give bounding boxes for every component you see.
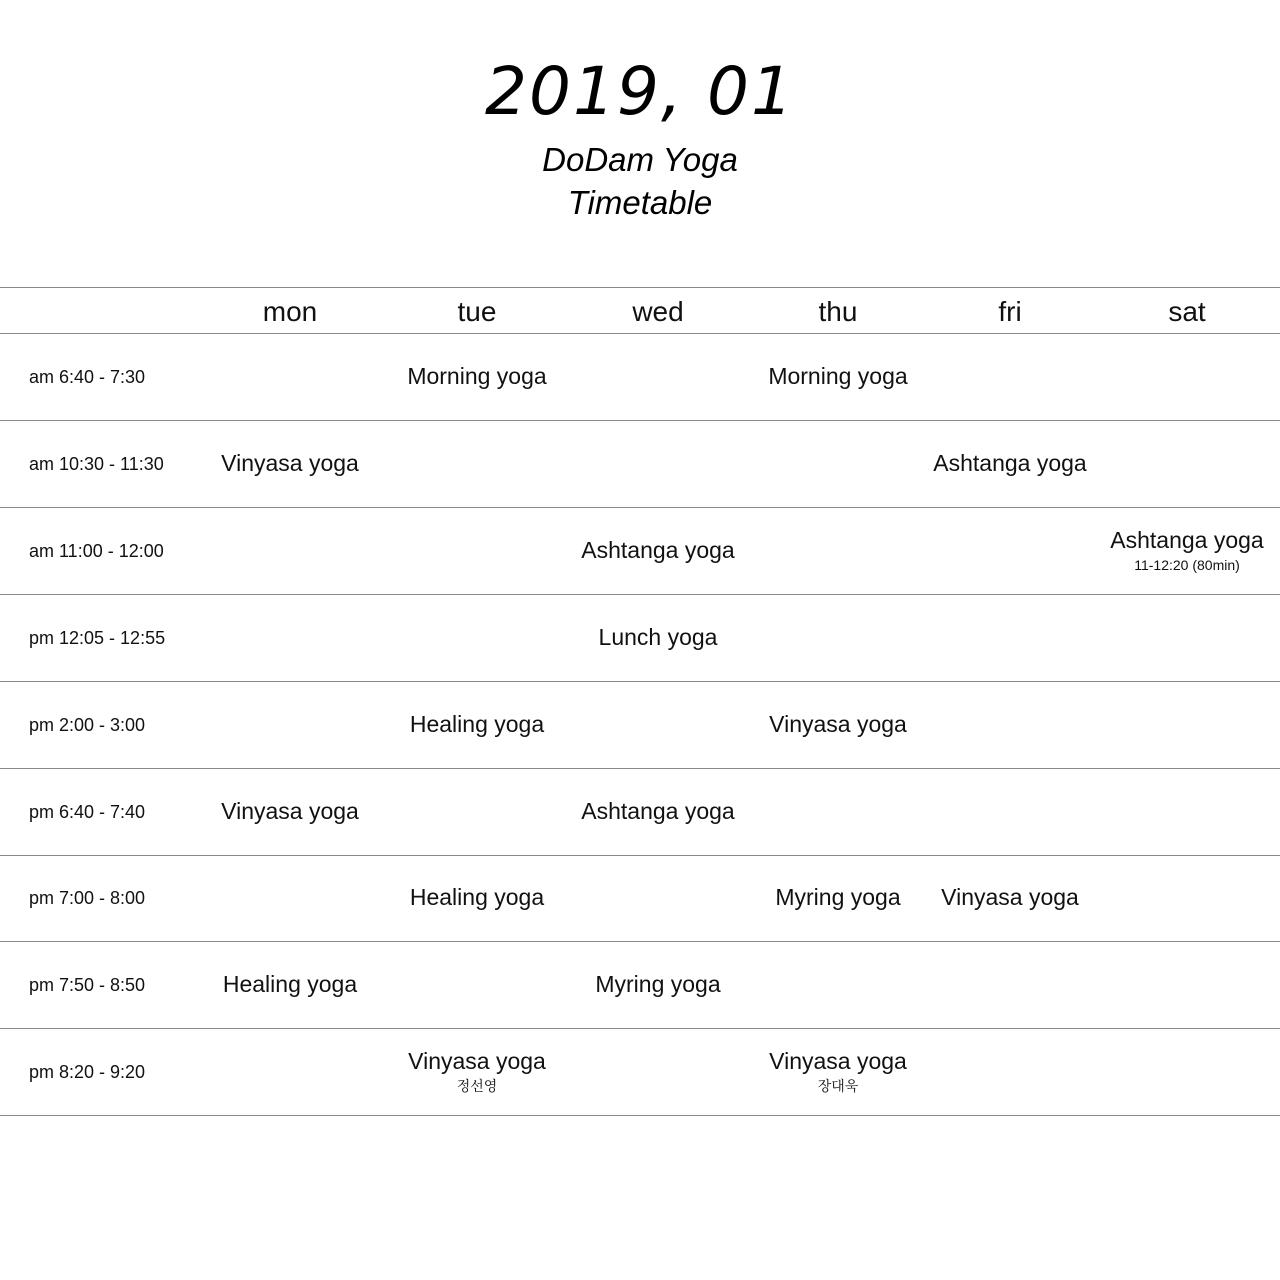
class-entry [223,970,357,998]
class-name: Vinyasa yoga [769,710,907,737]
class-entry [221,797,359,825]
class-entry [769,1047,907,1095]
day-header-tue: tue [457,296,497,327]
class-name: Vinyasa yoga [941,884,1079,910]
class-entry [408,1047,546,1095]
time-slot-label: pm 7:00 - 8:00 [29,888,146,908]
row-divider [0,1115,1280,1116]
class-entry [768,362,907,390]
row-divider [0,333,1280,334]
class-name: Vinyasa yoga [221,449,359,476]
row-divider [0,768,1280,769]
row-divider [0,507,1280,508]
day-header-wed: wed [632,296,684,327]
class-name: Myring yoga [775,884,901,910]
class-entry [407,362,546,390]
class-note: 장대욱 [817,1077,859,1094]
row-divider [0,941,1280,942]
class-entry [581,797,734,825]
row-divider [0,594,1280,595]
class-name: Ashtanga yoga [1110,526,1264,553]
class-entry [775,883,900,911]
class-entry [599,623,718,651]
class-name: Healing yoga [222,970,358,997]
class-entry [933,449,1086,477]
studio-name: DoDam Yoga [542,141,738,178]
day-header-sat: sat [1168,296,1206,327]
class-name: Vinyasa yoga [221,797,359,824]
time-slot-label: pm 7:50 - 8:50 [29,974,146,995]
class-entry [581,536,734,564]
class-note: 정선영 [456,1077,498,1094]
class-name: Morning yoga [768,362,908,389]
row-divider [0,681,1280,682]
day-header-mon: mon [262,296,318,327]
class-entry [1110,526,1263,574]
class-entry [595,970,720,998]
row-divider [0,287,1280,288]
day-header-fri: fri [998,296,1022,327]
class-name: Lunch yoga [598,623,718,650]
time-slot-label: am 6:40 - 7:30 [29,366,146,387]
time-slot-label: pm 12:05 - 12:55 [29,627,166,648]
time-slot-label: pm 8:20 - 9:20 [29,1061,146,1082]
time-slot-label: am 10:30 - 11:30 [29,453,164,474]
class-note: 11-12:20 (80min) [1134,556,1240,573]
class-name: Ashtanga yoga [581,797,735,824]
class-entry [410,710,544,738]
class-name: Healing yoga [409,884,545,910]
class-name: Morning yoga [407,362,547,389]
class-name: Ashtanga yoga [933,449,1087,476]
class-entry [769,710,907,738]
class-name: Myring yoga [595,970,721,997]
class-name: Healing yoga [409,710,545,737]
year-month-title: 2019, 01 [485,53,795,130]
time-slot-label: am 11:00 - 12:00 [29,540,164,561]
timetable-subtitle: Timetable [567,184,713,221]
class-entry [221,449,359,477]
class-entry [941,883,1079,911]
row-divider [0,855,1280,856]
time-slot-label: pm 2:00 - 3:00 [29,714,146,735]
day-header-thu: thu [818,296,858,327]
class-name: Ashtanga yoga [581,536,735,563]
class-name: Vinyasa yoga [769,1047,907,1074]
time-slot-label: pm 6:40 - 7:40 [29,801,146,822]
row-divider [0,420,1280,421]
class-name: Vinyasa yoga [408,1047,546,1074]
class-entry [410,883,544,911]
row-divider [0,1028,1280,1029]
